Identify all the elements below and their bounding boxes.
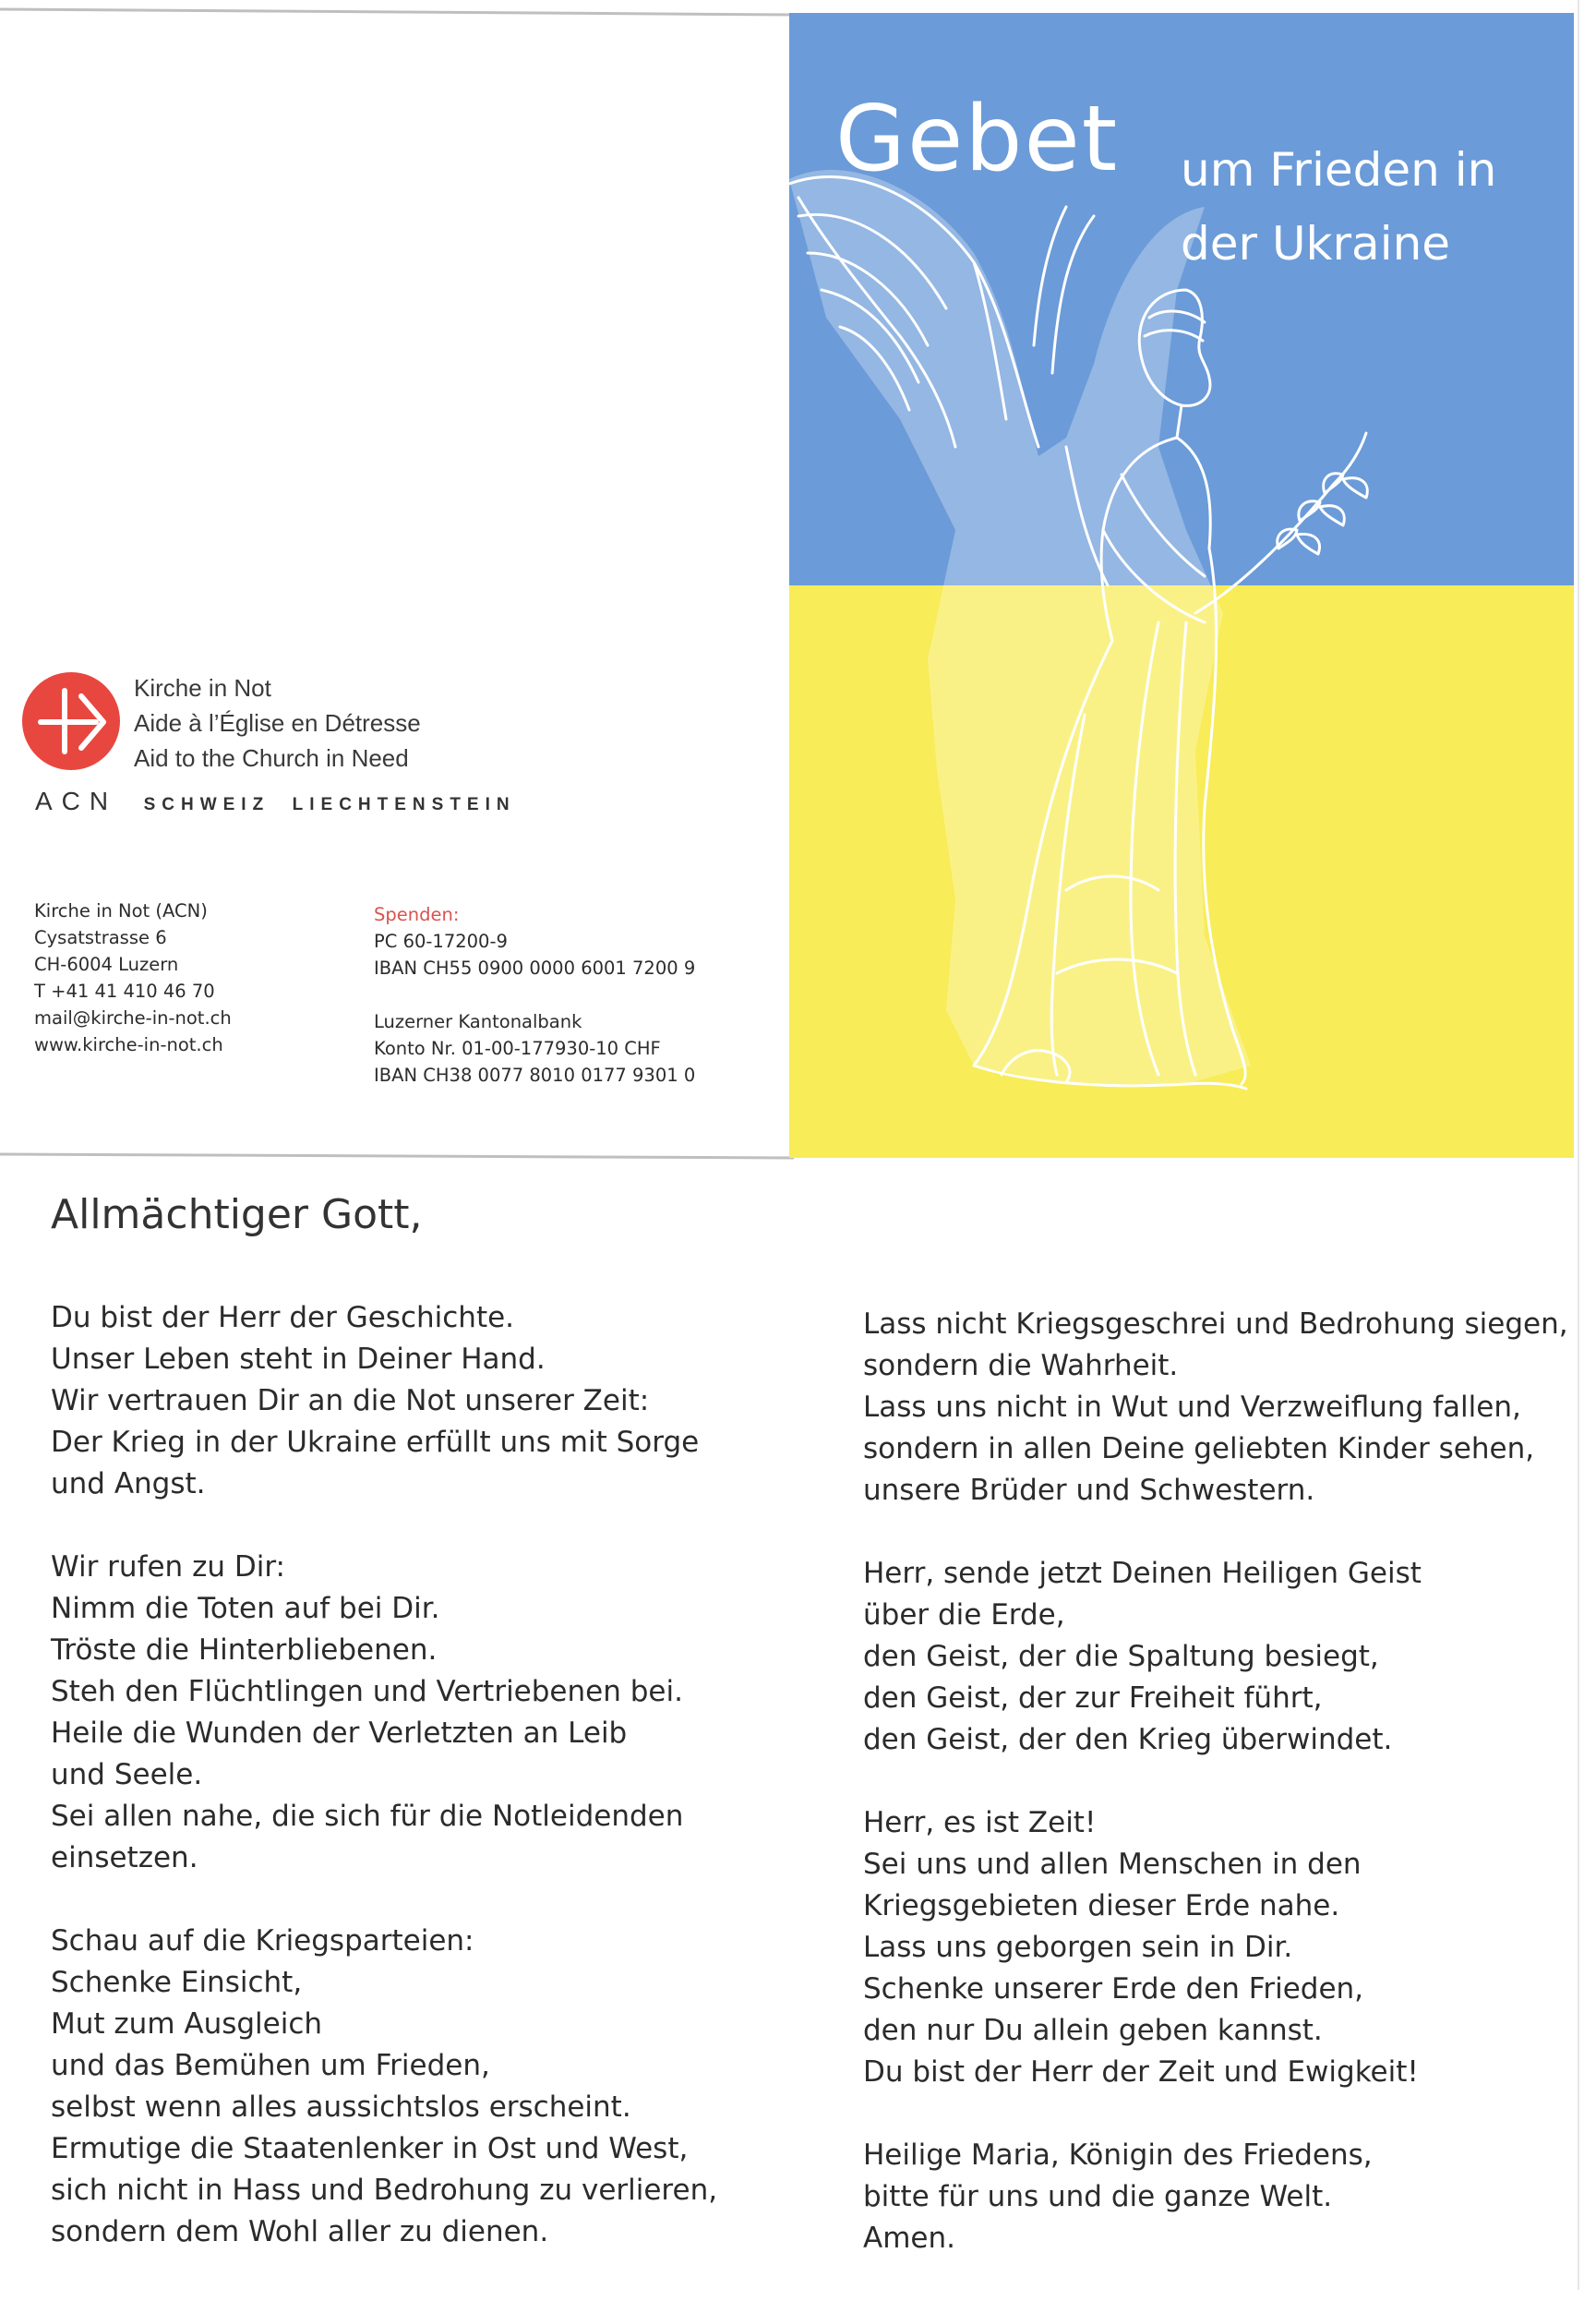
- prayer-line: Nimm die Toten auf bei Dir.: [51, 1592, 440, 1625]
- prayer-line: den nur Du allein geben kannst.: [863, 2014, 1323, 2047]
- prayer-line: Heilige Maria, Königin des Friedens,: [863, 2138, 1373, 2172]
- prayer-line: Tröste die Hinterbliebenen.: [51, 1633, 438, 1667]
- prayer-line: Mut zum Ausgleich: [51, 2007, 323, 2041]
- scan-edge: [1578, 0, 1579, 2290]
- country-liechtenstein: LIECHTENSTEIN: [292, 795, 516, 814]
- prayer-line: bitte für uns und die ganze Welt.: [863, 2180, 1333, 2213]
- prayer-line: Lass nicht Kriegsgeschrei und Bedrohung siegen,: [863, 1307, 1568, 1341]
- prayer-line: Schau auf die Kriegsparteien:: [51, 1924, 474, 1958]
- prayer-line: sondern dem Wohl aller zu dienen.: [51, 2215, 549, 2248]
- donation-info: [374, 901, 695, 1089]
- prayer-line: Lass uns geborgen sein in Dir.: [863, 1931, 1293, 1964]
- bank-name: Luzerner Kantonalbank: [374, 1011, 582, 1032]
- prayer-column-right: [863, 1304, 1568, 2301]
- prayer-line: Heile die Wunden der Verletzten an Leib: [51, 1717, 628, 1750]
- prayer-stanza: [863, 1802, 1568, 2093]
- prayer-line: Steh den Flüchtlingen und Vertriebenen bei.: [51, 1675, 683, 1708]
- prayer-line: Sei uns und allen Menschen in den: [863, 1848, 1362, 1881]
- prayer-line: sondern die Wahrheit.: [863, 1349, 1179, 1382]
- prayer-stanza: [863, 1553, 1568, 1761]
- contact-website: www.kirche-in-not.ch: [34, 1034, 223, 1055]
- bank-account: Konto Nr. 01-00-177930-10 CHF: [374, 1038, 661, 1059]
- donation-label: Spenden:: [374, 904, 460, 925]
- organization-names: [134, 670, 421, 776]
- prayer-column-left: [51, 1297, 717, 2295]
- prayer-stanza: [51, 1297, 717, 1505]
- prayer-line: Kriegsgebieten dieser Erde nahe.: [863, 1889, 1340, 1922]
- prayer-line: und das Bemühen um Frieden,: [51, 2049, 490, 2082]
- acn-country-line: [35, 787, 534, 816]
- org-name-en: Aid to the Church in Need: [134, 744, 409, 772]
- prayer-stanza: [51, 1921, 717, 2253]
- cover-title: Gebet: [835, 87, 1120, 192]
- prayer-line: Schenke Einsicht,: [51, 1966, 303, 1999]
- contact-email: mail@kirche-in-not.ch: [34, 1007, 232, 1029]
- prayer-line: den Geist, der die Spaltung besiegt,: [863, 1640, 1379, 1673]
- prayer-line: Der Krieg in der Ukraine erfüllt uns mit Sorge: [51, 1426, 700, 1459]
- contact-line: CH-6004 Luzern: [34, 954, 179, 975]
- prayer-line: Ermutige die Staatenlenker in Ost und West,: [51, 2132, 689, 2165]
- prayer-line: unsere Brüder und Schwestern.: [863, 1474, 1315, 1507]
- prayer-line: Du bist der Herr der Zeit und Ewigkeit!: [863, 2055, 1419, 2089]
- org-name-de: Kirche in Not: [134, 674, 271, 702]
- prayer-line: Unser Leben steht in Deiner Hand.: [51, 1343, 546, 1376]
- prayer-stanza: [863, 1304, 1568, 1512]
- prayer-stanza: [51, 1547, 717, 1879]
- prayer-line: einsetzen.: [51, 1841, 198, 1874]
- prayer-stanza: [863, 2135, 1568, 2259]
- prayer-line: sondern in allen Deine geliebten Kinder sehen,: [863, 1432, 1535, 1465]
- prayer-line: und Angst.: [51, 1467, 206, 1500]
- contact-address: [34, 898, 232, 1058]
- acn-cross-logo-icon: [20, 670, 122, 772]
- prayer-line: Wir vertrauen Dir an die Not unserer Zeit:: [51, 1384, 650, 1417]
- prayer-line: und Seele.: [51, 1758, 203, 1791]
- cover-subtitle-line: der Ukraine: [1181, 217, 1451, 271]
- acn-abbreviation: ACN: [35, 787, 118, 815]
- org-name-fr: Aide à l’Église en Détresse: [134, 709, 421, 737]
- cover-subtitle-line: um Frieden in: [1181, 143, 1497, 197]
- prayer-line: Schenke unserer Erde den Frieden,: [863, 1972, 1364, 2006]
- prayer-line: den Geist, der den Krieg überwindet.: [863, 1723, 1393, 1756]
- prayer-heading: Allmächtiger Gott,: [51, 1191, 423, 1238]
- acn-logo: [20, 670, 122, 772]
- contact-line: Cysatstrasse 6: [34, 927, 167, 948]
- country-schweiz: SCHWEIZ: [143, 795, 270, 814]
- contact-line: Kirche in Not (ACN): [34, 900, 208, 922]
- postal-iban: IBAN CH55 0900 0000 6001 7200 9: [374, 958, 696, 979]
- prayer-line: den Geist, der zur Freiheit führt,: [863, 1681, 1323, 1715]
- cover-panel: [789, 13, 1574, 1158]
- prayer-line: selbst wenn alles aussichtslos erscheint.: [51, 2090, 631, 2124]
- bank-iban: IBAN CH38 0077 8010 0177 9301 0: [374, 1065, 696, 1086]
- contact-phone: T +41 41 410 46 70: [34, 981, 215, 1002]
- prayer-line: über die Erde,: [863, 1598, 1065, 1632]
- prayer-line: Lass uns nicht in Wut und Verzweiflung fallen,: [863, 1391, 1521, 1424]
- prayer-line: Sei allen nahe, die sich für die Notleidenden: [51, 1800, 684, 1833]
- prayer-line: Herr, sende jetzt Deinen Heiligen Geist: [863, 1557, 1422, 1590]
- postal-account: PC 60-17200-9: [374, 931, 508, 952]
- prayer-line: Herr, es ist Zeit!: [863, 1806, 1097, 1839]
- prayer-line: Amen.: [863, 2222, 955, 2255]
- prayer-line: sich nicht in Hass und Bedrohung zu verlieren,: [51, 2174, 718, 2207]
- prayer-line: Wir rufen zu Dir:: [51, 1550, 285, 1584]
- cover-subtitle: [1181, 133, 1496, 281]
- prayer-line: Du bist der Herr der Geschichte.: [51, 1301, 515, 1334]
